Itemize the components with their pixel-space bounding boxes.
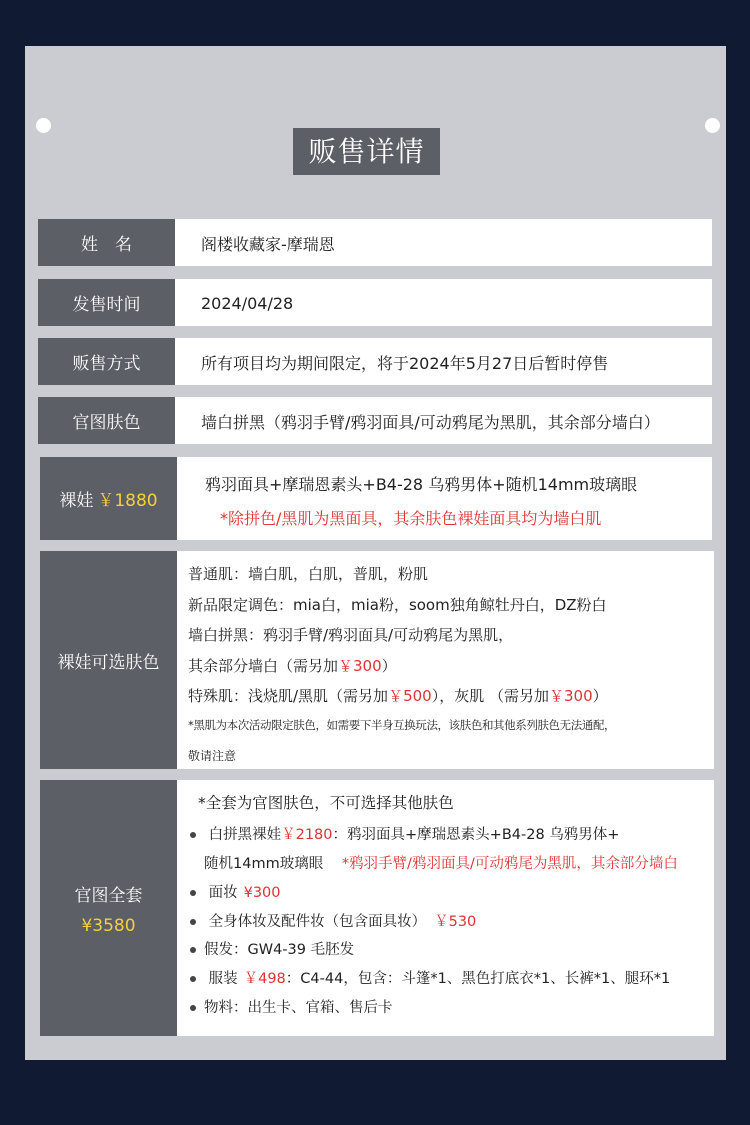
- row-full-set: [40, 780, 714, 1036]
- full-set-item-face-makeup: [190, 881, 281, 902]
- row-label: 姓 名: [38, 219, 175, 266]
- row-value: 阁楼收藏家-摩瑞恩: [201, 235, 335, 254]
- full-set-price: ¥3580: [81, 915, 136, 936]
- row-label: 发售时间: [38, 279, 175, 326]
- row-label: [40, 457, 177, 540]
- row-name: [38, 219, 712, 266]
- row-skin-options: [40, 551, 714, 769]
- row-label: 官图肤色: [38, 397, 175, 444]
- skin-warning-note: *黑肌为本次活动限定肤色，如需要下半身互换玩法，该肤色和其他系列肤色无法通配，: [188, 718, 616, 732]
- row-sale-method: [38, 338, 712, 385]
- row-label: [40, 780, 177, 1036]
- nude-doll-note: *除拼色/黑肌为黑面具，其余肤色裸娃面具均为墙白肌: [220, 509, 602, 528]
- item-text: 服装: [208, 971, 238, 987]
- row-value: 2024/04/28: [201, 294, 294, 313]
- option-text: ），灰肌 （需另加: [431, 687, 549, 705]
- option-price: ￥500: [388, 687, 432, 705]
- option-limited-skin: 新品限定调色：mia白，mia粉，soom独角鲸牡丹白，DZ粉白: [188, 596, 607, 614]
- row-release-date: [38, 279, 712, 326]
- item-note: *鸦羽手臂/鸦羽面具/可动鸦尾为黑肌，其余部分墙白: [341, 856, 678, 872]
- full-set-item-materials: 物料：出生卡、官箱、售后卡: [190, 996, 393, 1017]
- page-title: 贩售详情: [293, 128, 440, 175]
- option-two-tone-skin: 墙白拼黑：鸦羽手臂/鸦羽面具/可动鸦尾为黑肌，: [188, 626, 514, 644]
- full-set-label: 官图全套: [74, 885, 143, 906]
- option-text: ）: [592, 687, 608, 705]
- option-price: ￥300: [548, 687, 593, 705]
- skin-warning-note-end: 敬请注意: [188, 749, 237, 763]
- item-text: 全身体妆及配件妆（包含面具妆）: [208, 914, 427, 930]
- item-text: 白拼黑裸娃: [208, 827, 282, 843]
- full-set-note: *全套为官图肤色，不可选择其他肤色: [198, 794, 454, 812]
- row-label: 贩售方式: [38, 338, 175, 385]
- full-set-item-doll-cont: [204, 852, 678, 873]
- pin-hole-left: [36, 118, 51, 133]
- row-nude-doll: [40, 457, 712, 540]
- row-value: 墙白拼黑（鸦羽手臂/鸦羽面具/可动鸦尾为黑肌，其余部分墙白）: [201, 413, 660, 432]
- item-price: ￥530: [434, 914, 477, 930]
- option-text: 特殊肌：浅烧肌/黑肌（需另加: [188, 687, 389, 705]
- option-text: ）: [381, 657, 397, 675]
- item-text: ：鸦羽面具+摩瑞恩素头+B4-28 乌鸦男体+: [332, 827, 620, 843]
- item-text: ：C4-44，包含：斗篷*1、黑色打底衣*1、长裤*1、腿环*1: [285, 971, 671, 987]
- full-set-item-wig: 假发：GW4-39 毛胚发: [190, 938, 354, 959]
- full-set-item-doll: [190, 823, 619, 844]
- item-price: ￥2180: [281, 827, 333, 843]
- item-text: 随机14mm玻璃眼: [204, 856, 324, 872]
- option-text: 其余部分墙白（需另加: [188, 657, 339, 675]
- nude-doll-label: 裸娃: [59, 491, 94, 511]
- item-text: 面妆: [208, 885, 238, 901]
- nude-doll-contents: 鸦羽面具+摩瑞恩素头+B4-28 乌鸦男体+随机14mm玻璃眼: [205, 475, 638, 494]
- row-value: 所有项目均为期间限定，将于2024年5月27日后暂时停售: [201, 354, 609, 373]
- item-price: ￥498: [243, 971, 286, 987]
- item-price: ¥300: [243, 885, 281, 901]
- full-set-item-body-makeup: [190, 910, 476, 931]
- row-label: 裸娃可选肤色: [40, 551, 177, 769]
- option-two-tone-extra: [188, 655, 397, 676]
- option-special-skin: [188, 685, 608, 706]
- nude-doll-price: ￥1880: [97, 491, 158, 511]
- option-price: ￥300: [338, 657, 382, 675]
- option-normal-skin: 普通肌：墙白肌，白肌，普肌，粉肌: [188, 565, 429, 583]
- pin-hole-right: [705, 118, 720, 133]
- row-official-skin: [38, 397, 712, 444]
- full-set-item-outfit: [190, 967, 670, 988]
